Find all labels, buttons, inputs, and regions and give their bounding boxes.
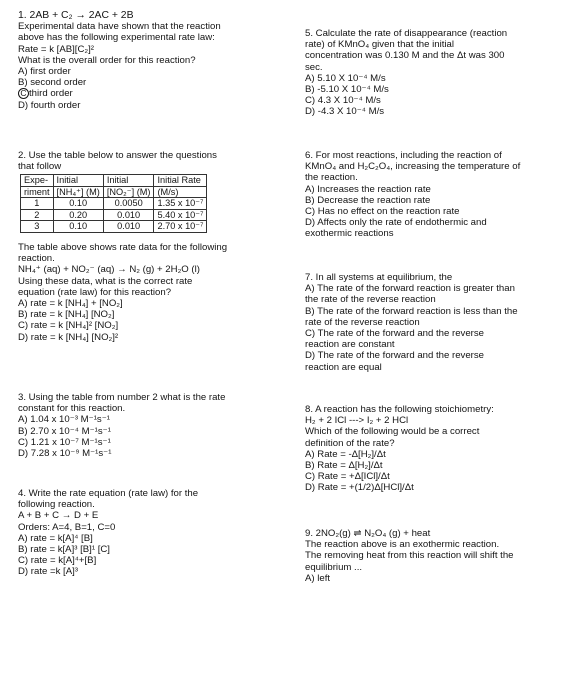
q9-line: equilibrium ... [305,561,363,573]
q4-option-a: A) rate = k[A]⁴ [B] [18,532,93,544]
table-cell: 0.010 [103,221,154,233]
q7-option-b: B) The rate of the forward reaction is less than the [305,305,518,317]
q7-option-c-cont: reaction are constant [305,339,395,351]
q4-option-d: D) rate =k [A]³ [18,566,78,578]
table-row [21,221,207,233]
question-5 [305,28,550,118]
q9-line: The removing heat from this reaction will shift the [305,550,514,562]
q9-option-a: A) left [305,572,331,584]
q1-option-c-text: third order [29,88,73,100]
q6-line: KMnO₄ and H₂C₂O₄, increasing the temperature of [305,161,521,173]
q2-line: Using these data, what is the correct rate [18,275,193,287]
table-cell: 1.35 x 10⁻⁷ [154,198,207,210]
q4-option-c: C) rate = k[A]⁴+[B] [18,555,97,567]
question-6 [305,150,550,240]
table-cell: 5.40 x 10⁻⁷ [154,209,207,221]
q5-option-a: A) 5.10 X 10⁻⁴ M/s [305,72,386,84]
q4-line: following reaction. [18,499,95,511]
table-cell: 0.10 [53,221,103,233]
table-header-cell: Initial [53,175,103,187]
q2-line: The table above shows rate data for the following [18,241,228,253]
q4-option-b: B) rate = k[A]³ [B]¹ [C] [18,544,110,556]
q6-option-b: B) Decrease the reaction rate [305,194,431,206]
q4-line: 4. Write the rate equation (rate law) for the [18,488,199,499]
q3-line: constant for this reaction. [18,403,126,415]
table-cell: 3 [21,221,54,233]
table-header-cell: riment [21,186,54,198]
q1-line: What is the overall order for this reaction? [18,54,196,66]
table-cell: 0.20 [53,209,103,221]
table-cell: 0.0050 [103,198,154,210]
q3-option-b: B) 2.70 x 10⁻⁴ M⁻¹s⁻¹ [18,425,111,437]
q8-option-b: B) Rate = Δ[H₂]/Δt [305,460,383,472]
q6-option-a: A) Increases the reaction rate [305,183,431,195]
q1-option-c [18,88,288,99]
q5-line: rate) of KMnO₄ given that the initial [305,39,454,51]
q6-option-d-cont: exothermic reactions [305,228,394,240]
table-header-cell: Expe- [21,175,54,187]
q7-option-d-cont: reaction are equal [305,361,382,373]
question-2 [18,150,288,343]
q2-intro: that follow [18,161,62,173]
q1-line: 1. 2AB + C₂ → 2AC + 2B [18,10,134,21]
q5-line: sec. [305,61,323,73]
q5-option-c: C) 4.3 X 10⁻⁴ M/s [305,95,381,107]
q7-line: 7. In all systems at equilibrium, the [305,272,453,283]
q1-line: above has the following experimental rate law: [18,32,215,44]
q3-option-a: A) 1.04 x 10⁻³ M⁻¹s⁻¹ [18,414,110,426]
q8-option-c: C) Rate = +Δ[ICl]/Δt [305,471,390,483]
q6-line: the reaction. [305,172,358,184]
q3-option-c: C) 1.21 x 10⁻⁷ M⁻¹s⁻¹ [18,436,111,448]
rate-data-table [20,174,207,233]
table-row [21,198,207,210]
q2-reaction: NH₄⁺ (aq) + NO₂⁻ (aq) → N₂ (g) + 2H₂O (l) [18,264,200,276]
question-9 [305,528,550,584]
table-cell: 1 [21,198,54,210]
q2-option-a: A) rate = k [NH₄] + [NO₂] [18,297,123,309]
q8-option-d: D) Rate = +(1/2)Δ[HCl]/Δt [305,482,414,494]
q8-option-a: A) Rate = -Δ[H₂]/Δt [305,448,386,460]
q8-line: 8. A reaction has the following stoichiometry: [305,404,494,415]
q7-option-a: A) The rate of the forward reaction is greater than [305,283,515,295]
circled-answer-mark: C [18,88,29,99]
q6-option-c: C) Has no effect on the reaction rate [305,206,460,218]
table-header-cell: Initial Rate [154,175,207,187]
q2-line: equation (rate law) for this reaction? [18,286,172,298]
q8-line: definition of the rate? [305,437,395,449]
q5-option-b: B) -5.10 X 10⁻⁴ M/s [305,84,389,96]
table-row [21,209,207,221]
table-header-cell: [NO₂⁻] (M) [103,186,154,198]
q6-option-d: D) Affects only the rate of endothermic and [305,217,487,229]
question-8 [305,404,550,494]
q7-option-c: C) The rate of the forward and the reverse [305,328,484,340]
q5-line: concentration was 0.130 M and the Δt was 300 [305,50,505,62]
table-cell: 2 [21,209,54,221]
q6-line: 6. For most reactions, including the reaction of [305,150,502,161]
q8-reaction: H₂ + 2 ICl ---> I₂ + 2 HCl [305,415,409,427]
q1-option-d: D) fourth order [18,99,81,111]
q1-line: Experimental data have shown that the reaction [18,21,221,33]
q4-reaction: A + B + C → D + E [18,510,99,522]
q4-orders: Orders: A=4, B=1, C=0 [18,521,116,533]
q7-option-a-cont: the rate of the reverse reaction [305,294,436,306]
q5-option-d: D) -4.3 X 10⁻⁴ M/s [305,106,385,118]
question-3 [18,392,288,459]
q2-line: reaction. [18,253,55,265]
q5-line: 5. Calculate the rate of disappearance (reaction [305,28,508,39]
question-4 [18,488,288,578]
table-header-row [21,175,207,187]
table-header-row [21,186,207,198]
question-7 [305,272,550,373]
q1-option-b: B) second order [18,77,87,89]
q7-option-d: D) The rate of the forward and the reverse [305,350,484,362]
q2-intro: 2. Use the table below to answer the questions [18,150,217,161]
q1-line: Rate = k [AB][C₂]² [18,43,94,55]
q7-option-b-cont: rate of the reverse reaction [305,316,420,328]
question-1 [18,10,288,111]
q3-option-d: D) 7.28 x 10⁻⁹ M⁻¹s⁻¹ [18,448,112,460]
table-cell: 0.010 [103,209,154,221]
q3-line: 3. Using the table from number 2 what is the rate [18,392,226,403]
q2-option-b: B) rate = k [NH₄] [NO₂] [18,309,115,321]
table-cell: 0.10 [53,198,103,210]
table-header-cell: [NH₄⁺] (M) [53,186,103,198]
q9-reaction: 9. 2NO₂(g) ⇌ N₂O₄ (g) + heat [305,528,431,539]
q2-option-c: C) rate = k [NH₄]² [NO₂] [18,320,119,332]
q8-line: Which of the following would be a correct [305,426,480,438]
table-header-cell: Initial [103,175,154,187]
q2-option-d: D) rate = k [NH₄] [NO₂]² [18,331,119,343]
q9-line: The reaction above is an exothermic reaction. [305,539,500,551]
table-cell: 2.70 x 10⁻⁷ [154,221,207,233]
table-header-cell: (M/s) [154,186,207,198]
q1-option-a: A) first order [18,66,71,78]
